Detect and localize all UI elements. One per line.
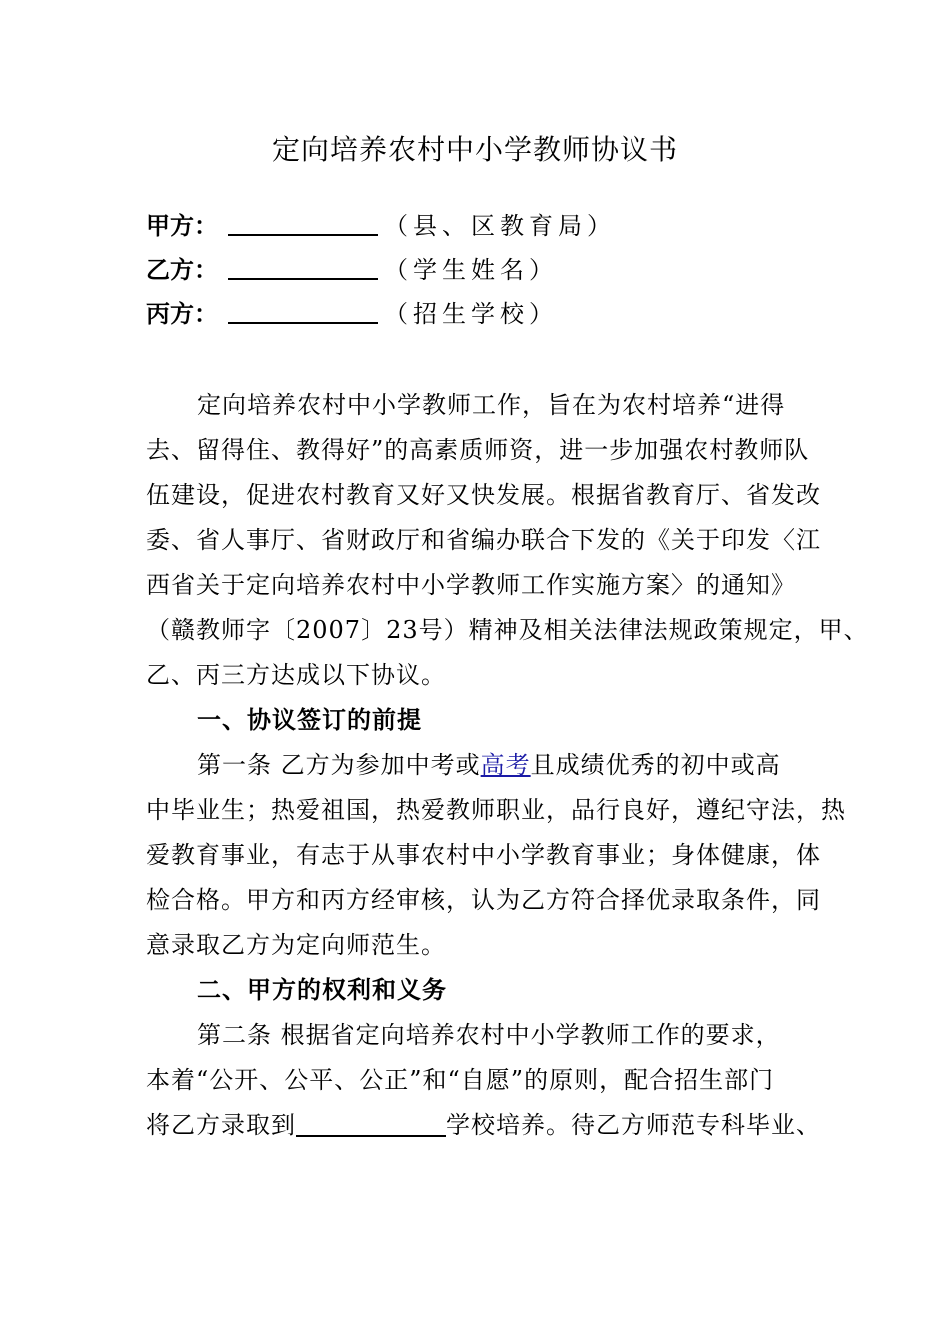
article1-first-line — [197, 745, 877, 785]
party-b-note: （学生姓名） — [384, 256, 558, 284]
intro-line: 伍建设，促进农村教育又好又快发展。根据省教育厅、省发改 — [146, 481, 821, 509]
party-a-note: （县、区教育局） — [384, 212, 616, 240]
article1-line: 中毕业生；热爱祖国，热爱教师职业，品行良好，遵纪守法，热 — [146, 796, 846, 824]
party-a-label: 甲方： — [146, 212, 218, 240]
intro-line: 定向培养农村中小学教师工作，旨在为农村培养“进得 — [197, 391, 786, 419]
intro-line: （赣教师字〔2007〕23号）精神及相关法律法规政策规定，甲、 — [146, 616, 869, 644]
school-blank[interactable] — [296, 1109, 446, 1137]
party-b-row — [146, 253, 558, 287]
party-c-label: 丙方： — [146, 300, 218, 328]
intro-line: 去、留得住、教得好”的高素质师资，进一步加强农村教师队 — [146, 436, 810, 464]
article2-line-with-blank — [146, 1105, 826, 1145]
party-c-note: （招生学校） — [384, 300, 558, 328]
party-b-blank[interactable] — [228, 254, 378, 280]
article1-text: 且成绩优秀的初中或高 — [530, 751, 781, 779]
article2-text: 学校培养。待乙方师范专科毕业、 — [446, 1111, 821, 1139]
article1-line: 爱教育事业，有志于从事农村中小学教育事业；身体健康，体 — [146, 841, 821, 869]
party-a-row — [146, 209, 616, 243]
intro-line: 乙、丙三方达成以下协议。 — [146, 661, 446, 689]
intro-line: 委、省人事厅、省财政厅和省编办联合下发的《关于印发〈江 — [146, 526, 821, 554]
party-c-row — [146, 297, 558, 331]
party-c-blank[interactable] — [228, 298, 378, 324]
article1-line: 意录取乙方为定向师范生。 — [146, 931, 446, 959]
article2-text: 将乙方录取到 — [146, 1111, 296, 1139]
section2-heading: 二、甲方的权利和义务 — [197, 976, 447, 1004]
section1-heading: 一、协议签订的前提 — [197, 706, 422, 734]
article2-line: 第二条 根据省定向培养农村中小学教师工作的要求， — [197, 1021, 781, 1049]
intro-line: 西省关于定向培养农村中小学教师工作实施方案〉的通知》 — [146, 571, 796, 599]
article2-line: 本着“公开、公平、公正”和“自愿”的原则，配合招生部门 — [146, 1066, 775, 1094]
article1-text: 第一条 乙方为参加中考或 — [197, 751, 481, 779]
party-b-label: 乙方： — [146, 256, 218, 284]
gaokao-link[interactable]: 高考 — [480, 751, 531, 779]
party-a-blank[interactable] — [228, 210, 378, 236]
article1-line: 检合格。甲方和丙方经审核，认为乙方符合择优录取条件，同 — [146, 886, 821, 914]
document-title: 定向培养农村中小学教师协议书 — [271, 133, 678, 166]
